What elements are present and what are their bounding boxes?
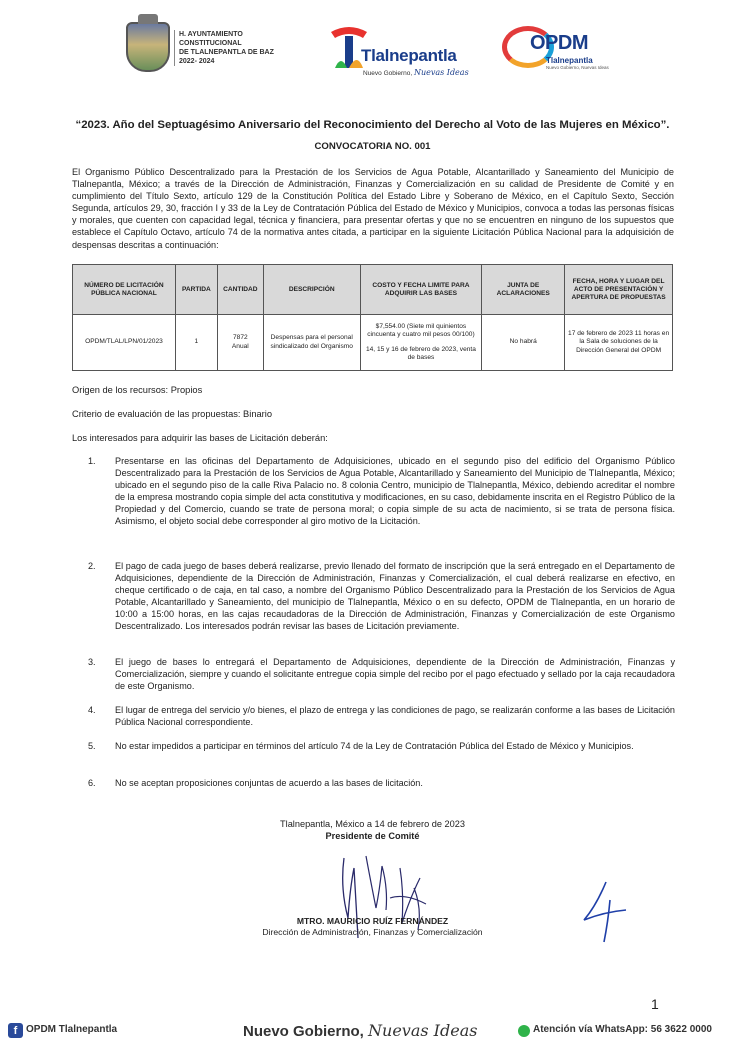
opdm-wordmark: OPDM: [530, 32, 588, 54]
page-number: 1: [651, 996, 659, 1012]
cell-descripcion: Despensas para el personal sindicalizado del Organismo: [263, 315, 360, 371]
cantidad-unit: Anual: [231, 342, 249, 350]
cell-junta: No habrá: [482, 315, 565, 371]
year-motto: “2023. Año del Septuagésimo Aniversario del Reconocimiento del Derecho al Voto de las Mujeres en México”.: [75, 119, 670, 131]
tlalnepantla-wordmark: Tlalnepantla: [361, 46, 457, 65]
signer-block: [0, 916, 745, 938]
opdm-slogan: Nuevo Gobierno, Nuevas Ideas: [546, 65, 609, 70]
ayuntamiento-line: 2022- 2024: [179, 58, 215, 65]
signer-name: MTRO. MAURICIO RUÍZ FERNÁNDEZ: [296, 916, 449, 926]
col-header-cantidad: CANTIDAD: [217, 265, 263, 315]
col-header-apertura: FECHA, HORA Y LUGAR DEL ACTO DE PRESENTACIÓN Y APERTURA DE PROPUESTAS: [565, 265, 673, 315]
letterhead: [0, 0, 745, 96]
cell-numero: OPDM/TLAL/LPN/01/2023: [73, 315, 176, 371]
cell-partida: 1: [175, 315, 217, 371]
item-text: Presentarse en las oficinas del Departamento de Adquisiciones, ubicado en el segundo piso del edificio del Organismo Público Descentralizado para la Prestación de los Servicios de Agua Potable, Alcantarillado y Saneamiento del Municipio de Tlalnepantla, México; ubicado en el segundo piso de la calle Riva Palacio no. 8 colonia Centro, municipio de Tlalnepantla, México, debiendo acreditar el nombre de la empresa mostrando copia simple del acta constitutiva y modificaciones, en su caso, debidamente inscrita en el Registro Público de la Propiedad y del Comercio, cuando se trate de persona moral; o copia simple de su acta de nacimiento, si se trata de persona física. Asimismo, el objeto social debe corresponder al giro motivo de la Licitación.: [115, 456, 675, 526]
opdm-subtitle: Tlalnepantla: [546, 56, 593, 65]
slogan-prefix: Nuevo Gobierno,: [363, 70, 413, 77]
signer-department: Dirección de Administración, Finanzas y Comercialización: [262, 927, 483, 937]
item-text: El lugar de entrega del servicio y/o bienes, el plazo de entrega y las condiciones de pago, se realizarán conforme a las bases de Licitación Pública Nacional correspondiente.: [115, 705, 675, 727]
item-number: 6.: [88, 778, 96, 788]
licitacion-table: [72, 264, 673, 371]
ayuntamiento-line: DE TLALNEPANTLA DE BAZ: [179, 49, 274, 56]
facebook-icon: f: [8, 1023, 23, 1038]
item-number: 3.: [88, 657, 96, 667]
ayuntamiento-block: [174, 30, 304, 66]
crest-crown: [138, 14, 158, 24]
item-text: El pago de cada juego de bases deberá realizarse, previo llenado del formato de inscripción que la será entregado en el Departamento de Adquisiciones, dependiente de la Dirección de Administración, Finanzas y Comercialización, el cual deberá realizarse en efectivo, en cheque certificado o de caja, en tal caso, a nombre del Organismo Público Descentralizado para la Prestación de los Servicios de Agua Potable, Alcantarillado y Saneamiento, del municipio de Tlalnepantla, México o en su defecto, OPDM de Tlalnepantla, en un horario de 10:00 a 15:00 horas, en las cajas recaudadoras de la Dirección de Administración, Finanzas y Comercialización de este Organismo Descentralizado. Los interesados podrán revisar las bases de Licitación previamente.: [115, 561, 675, 631]
table-row: [73, 315, 673, 371]
cantidad-value: 7872: [233, 334, 248, 342]
ayuntamiento-line: H. AYUNTAMIENTO: [179, 31, 243, 38]
item-text: No se aceptan proposiciones conjuntas de acuerdo a las bases de licitación.: [115, 778, 423, 788]
col-header-costo: COSTO Y FECHA LIMITE PARA ADQUIRIR LAS BASES: [360, 265, 482, 315]
facebook-link[interactable]: OPDM Tlalnepantla: [26, 1024, 118, 1035]
footer-slogan: [243, 1021, 477, 1040]
item-number: 1.: [88, 456, 96, 466]
col-header-partida: PARTIDA: [175, 265, 217, 315]
col-header-numero: NÚMERO DE LICITACIÓN PÚBLICA NACIONAL: [73, 265, 176, 315]
item-number: 2.: [88, 561, 96, 571]
slogan-script: Nuevas Ideas: [413, 68, 469, 77]
col-header-junta: JUNTA DE ACLARACIONES: [482, 265, 565, 315]
footer-slogan-prefix: Nuevo Gobierno,: [243, 1023, 364, 1040]
origen-recursos: Origen de los recursos: Propios: [72, 385, 203, 395]
ayuntamiento-line: CONSTITUCIONAL: [179, 40, 242, 47]
intro-paragraph: El Organismo Público Descentralizado para la Prestación de los Servicios de Agua Potable, Alcantarillado y Saneamiento del Municipio de Tlalnepantla, México; a través de la Dirección de Administración, Finanzas y Comercialización en su calidad de Presidente de Comité y en cumplimiento del Título Sexto, artículo 129 de la Constitución Política del Estado Libre y Soberano de México, en el Capítulo Sexto, Sección Segunda, artículos 29, 30, fracción I y 33 de la Ley de Contratación Pública del Estado de México y Municipios, convoca a todas las personas físicas y morales, que cuenten con capacidad legal, técnica y financiera, para presentar ofertas y que no se encuentren en ninguno de los supuestos que establece el Capítulo Octavo, artículo 74 de la normativa antes citada, a participar en la siguiente Licitación Pública Nacional para la adquisición de despensas descritas a continuación:: [72, 167, 674, 250]
item-text: No estar impedidos a participar en términos del artículo 74 de la Ley de Contratación Pública del Estado de México y Municipios.: [115, 741, 634, 751]
footer-slogan-script: Nuevas Ideas: [368, 1021, 478, 1040]
costo-dates: 14, 15 y 16 de febrero de 2023, venta de bases: [365, 346, 476, 362]
table-header-row: [73, 265, 673, 315]
place-date-block: [0, 818, 745, 842]
cell-costo: [360, 315, 482, 371]
criterio-evaluacion: Criterio de evaluación de las propuestas: Binario: [72, 409, 272, 419]
item-text: El juego de bases lo entregará el Departamento de Adquisiciones, dependiente de la Dirección de Administración, Finanzas y Comercialización, siempre y cuando el solicitante entregue copia simple del recibo por el pago efectuado y sellado por la caja recaudadora de este Organismo.: [115, 657, 675, 691]
tlalnepantla-logo: [325, 22, 469, 78]
opdm-logo: [500, 22, 610, 78]
cell-apertura: 17 de febrero de 2023 11 horas en la Sala de soluciones de la Dirección General del OPDM: [565, 315, 673, 371]
tlalnepantla-slogan: [363, 68, 469, 77]
place-date: Tlalnepantla, México a 14 de febrero de 2023: [280, 819, 465, 829]
whatsapp-icon: [518, 1025, 530, 1037]
convocatoria-title: CONVOCATORIA NO. 001: [314, 141, 431, 152]
signer-role: Presidente de Comité: [325, 831, 420, 841]
cell-cantidad: [217, 315, 263, 371]
whatsapp-contact[interactable]: Atención vía WhatsApp: 56 3622 0000: [533, 1024, 712, 1035]
col-header-descripcion: DESCRIPCIÓN: [263, 265, 360, 315]
interesados-intro: Los interesados para adquirir las bases de Licitación deberán:: [72, 433, 328, 443]
costo-amount: $7,554.00 (Siete mil quinientos cincuenta y cuatro mil pesos 00/100): [367, 322, 475, 338]
footer: [0, 1014, 745, 1049]
municipal-crest-logo: [126, 22, 170, 72]
item-number: 5.: [88, 741, 96, 751]
item-number: 4.: [88, 705, 96, 715]
